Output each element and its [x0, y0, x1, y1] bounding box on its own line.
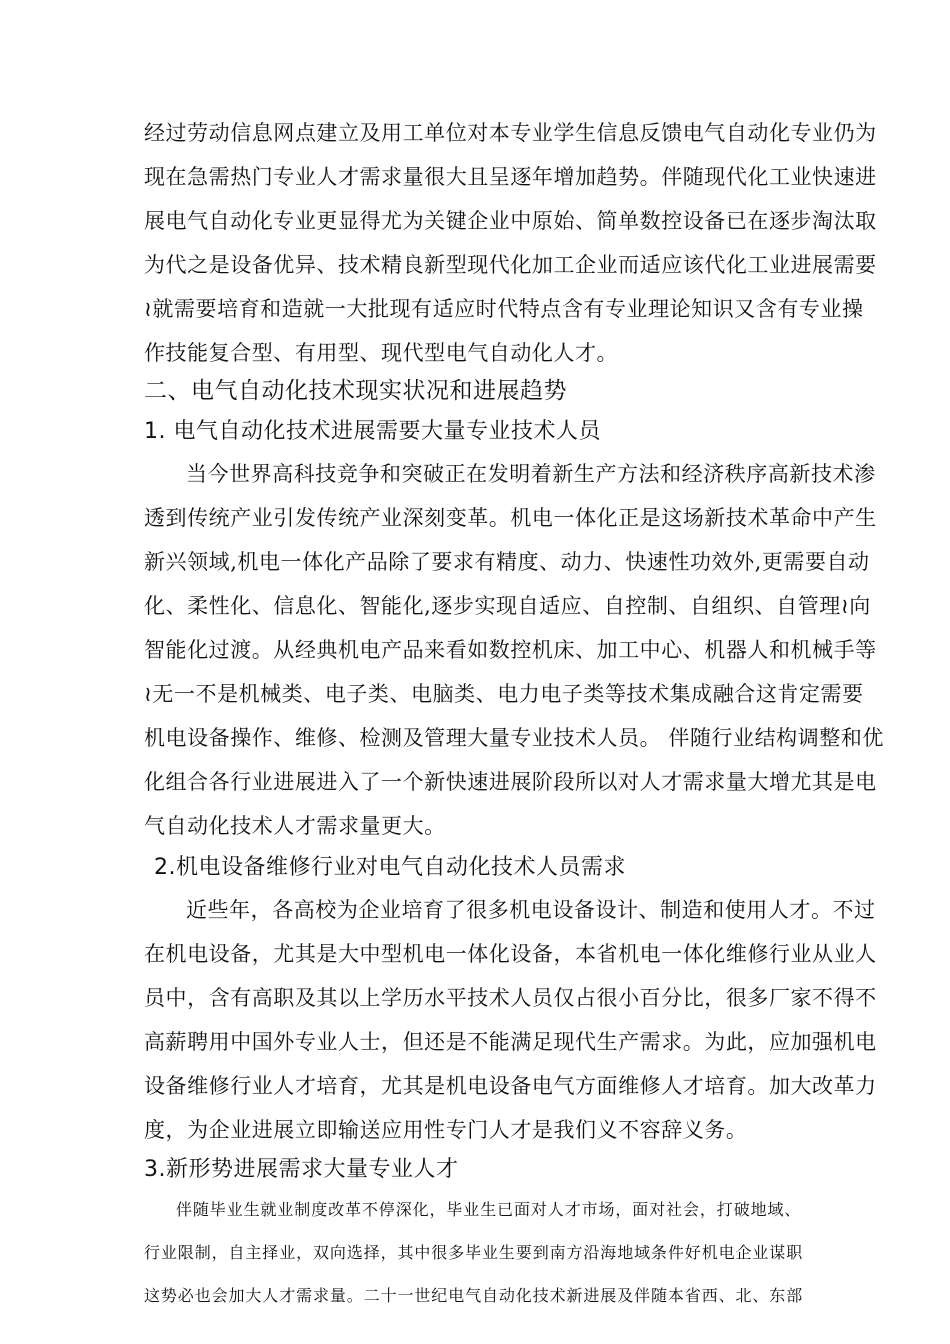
section-heading: 二、电气自动化技术现实状况和进展趋势	[144, 378, 567, 404]
paragraph-line: 这势必也会加大人才需求量。二十一世纪电气自动化技术新进展及伴随本省西、北、东部	[144, 1286, 804, 1305]
paragraph-line: 员中，含有高职及其以上学历水平技术人员仅占很小百分比，很多厂家不得不	[144, 986, 877, 1010]
paragraph-line: 机电设备操作、维修、检测及管理大量专业技术人员。 伴随行业结构调整和优	[144, 726, 884, 750]
subsection-heading-1: 1. 电气自动化技术进展需要大量专业技术人员	[144, 419, 601, 444]
paragraph-line: 高薪聘用中国外专业人士，但还是不能满足现代生产需求。为此，应加强机电	[144, 1030, 877, 1054]
subsection-heading-3: 3.新形势进展需求大量专业人才	[144, 1157, 459, 1182]
intro-line: 作技能复合型、有用型、现代型电气自动化人才。	[144, 341, 619, 365]
paragraph-line: 设备维修行业人才培育，尤其是机电设备电气方面维修人才培育。加大改革力	[144, 1074, 877, 1098]
paragraph-line: 伴随毕业生就业制度改革不停深化，毕业生已面对人才市场，面对社会，打破地域、	[176, 1200, 802, 1219]
intro-line: ≀就需要培育和造就一大批现有适应时代特点含有专业理论知识又含有专业操	[144, 297, 864, 321]
paragraph-line: 透到传统产业引发传统产业深刻变革。机电一体化正是这场新技术革命中产生	[144, 506, 877, 530]
intro-line: 现在急需热门专业人才需求量很大且呈逐年增加趋势。伴随现代化工业快速进	[144, 165, 877, 189]
paragraph-line: 近些年，各高校为企业培育了很多机电设备设计、制造和使用人才。不过	[186, 898, 876, 922]
intro-line: 展电气自动化专业更显得尤为关键企业中原始、简单数控设备已在逐步淘汰取	[144, 209, 877, 233]
paragraph-line: 气自动化技术人才需求量更大。	[144, 814, 446, 838]
paragraph-line: 化组合各行业进展进入了一个新快速进展阶段所以对人才需求量大增尤其是电	[144, 770, 877, 794]
paragraph-line: 新兴领域,机电一体化产品除了要求有精度、动力、快速性功效外,更需要自动	[144, 550, 870, 574]
paragraph-line: 当今世界高科技竞争和突破正在发明着新生产方法和经济秩序高新技术渗	[186, 462, 876, 486]
paragraph-line: 度，为企业进展立即输送应用性专门人才是我们义不容辞义务。	[144, 1118, 748, 1142]
intro-line: 经过劳动信息网点建立及用工单位对本专业学生信息反馈电气自动化专业仍为	[144, 121, 877, 145]
paragraph-line: ≀无一不是机械类、电子类、电脑类、电力电子类等技术集成融合这肯定需要	[144, 682, 864, 706]
paragraph-line: 化、柔性化、信息化、智能化,逐步实现自适应、自控制、自组织、自管理≀向	[144, 594, 871, 618]
intro-line: 为代之是设备优异、技术精良新型现代化加工企业而适应该代化工业进展需要	[144, 253, 877, 277]
paragraph-line: 在机电设备，尤其是大中型机电一体化设备，本省机电一体化维修行业从业人	[144, 942, 877, 966]
paragraph-line: 智能化过渡。从经典机电产品来看如数控机床、加工中心、机器人和机械手等	[144, 638, 877, 662]
paragraph-line: 行业限制，自主择业，双向选择，其中很多毕业生要到南方沿海地域条件好机电企业谋职	[144, 1243, 804, 1262]
subsection-heading-2: 2.机电设备维修行业对电气自动化技术人员需求	[154, 855, 626, 880]
